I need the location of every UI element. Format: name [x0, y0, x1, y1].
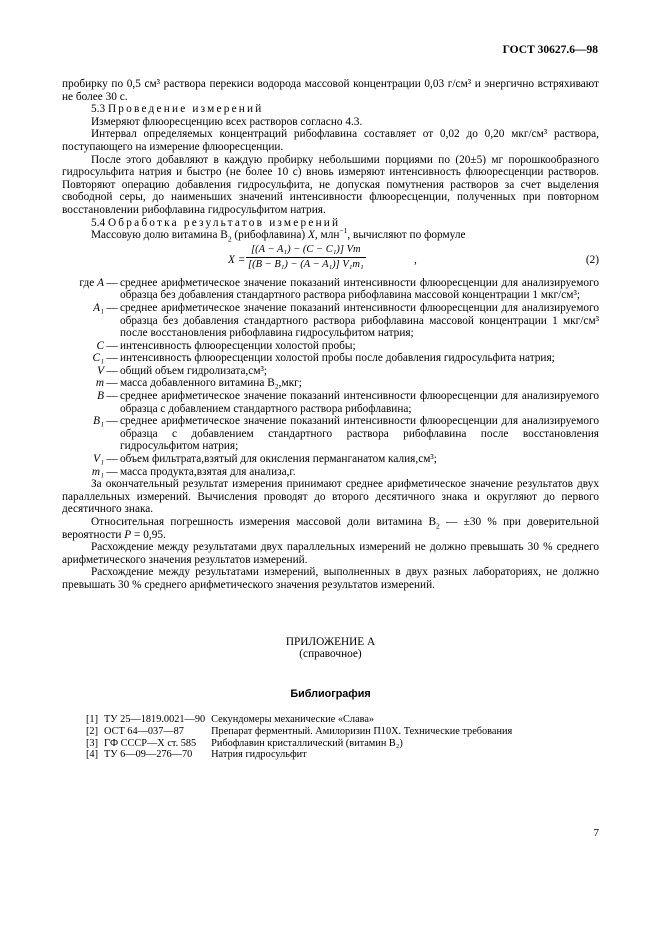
paragraph: Интервал определяемых концентраций рибофлавина составляет от 0,02 до 0,20 мкг/см³ раствора, поступающего на измерение флюоресценции. — [62, 128, 599, 153]
running-header: ГОСТ 30627.6—98 — [502, 44, 598, 56]
paragraph: Измеряют флюоресценцию всех растворов согласно 4.3. — [91, 115, 363, 128]
definition-row: m₁ — масса продукта,взятая для анализа,г. — [91, 465, 296, 478]
bibliography-item: [2] ОСТ 64—037—87 Препарат ферментный. Амилоризин П10Х. Технические требования — [86, 725, 513, 737]
definition-row: m — масса добавленного витамина B₂,мкг; — [95, 377, 302, 390]
definition-row: V — общий объем гидролизата,см³; — [97, 364, 267, 377]
definition-row: A₁ — среднее арифметическое значение показаний интенсивности флюоресценции для анализируемого образца без добавления стандартного раствора рибофлавина массовой концентрации 1 мкг/см³ после восстановления рибофлавина гидросульфитом натрия; — [93, 301, 599, 340]
formula-numerator: [(A − A₁) − (C − C₁)] Vm — [246, 244, 366, 259]
definition-row: B — среднее арифметическое значение показаний интенсивности флюоресценции для анализируемого образца с добавлением стандартного раствора рибофлавина; — [97, 390, 599, 415]
paragraph: Расхождение между результатами двух параллельных измерений не должно превышать 30 % среднего арифметического значения результатов измерений. — [62, 541, 599, 566]
bibliography-item: [1] ТУ 25—1819.0021—90 Секундомеры механические «Слава» — [86, 714, 375, 726]
definition-row: C₁ — интенсивность флюоресценции холостой пробы после добавления гидросульфита натрия; — [92, 352, 555, 365]
formula-2 — [62, 244, 599, 274]
section-heading-5-4: 5.4 Обработка результатов измерений — [91, 216, 341, 229]
bibliography-title: Библиография — [290, 687, 371, 700]
variable-definitions — [62, 277, 599, 479]
appendix-title: ПРИЛОЖЕНИЕ А — [285, 635, 376, 648]
formula-comma: , — [414, 253, 417, 266]
bibliography-item: [3] ГФ СССР—Х ст. 585 Рибофлавин кристаллический (витамин B₂) — [86, 737, 403, 749]
bibliography-item: [4] ТУ 6—09—276—70 Натрия гидросульфит — [86, 749, 307, 761]
paragraph: Расхождение между результатами измерений, выполненных в двух разных лабораториях, не должно превышать 30 % среднего арифметического значения результатов измерений. — [62, 566, 599, 591]
paragraph: После этого добавляют в каждую пробирку небольшими порциями по (20±5) мг порошкообразного гидросульфита натрия и быстро (не более 10 с) вновь измеряют интенсивность флюоресценции растворов. Повторяют операцию добавления гидросульфита, не допуская помутнения растворов за счет выделения свободной серы, до наименьших значений интенсивности флюоресценции, полученных при повторном восстановлении рибофлавина гидросульфитом натрия. — [62, 153, 599, 216]
paragraph: Относительная погрешность измерения массовой доли витамина $B_2$ — ±30 % при доверительной вероятности P = 0,95. — [62, 516, 599, 541]
definition-row: V₁ — объем фильтрата,взятый для окисления перманганатом калия,см³; — [93, 453, 437, 466]
page-number: 7 — [593, 827, 599, 839]
definition-row: C — интенсивность флюоресценции холостой пробы; — [96, 339, 356, 352]
formula-denominator: [(B − B₁) − (A − A₁)] V₁m₁ — [248, 259, 364, 271]
definition-row: где A — среднее арифметическое значение показаний интенсивности флюоресценции для анализируемого образца без добавления стандартного раствора рибофлавина массовой концентрации 1 мкг/см³; — [79, 276, 599, 302]
section-heading-5-3: 5.3 Проведение измерений — [91, 103, 264, 116]
definition-row: B₁ — среднее арифметическое значение показаний интенсивности флюоресценции для анализируемого образца с добавлением стандартного раствора рибофлавина после восстановления гидросульфитом натрия; — [93, 415, 599, 453]
paragraph: За окончательный результат измерения принимают среднее арифметическое значение результатов двух параллельных измерений. Вычисления проводят до второго десятичного знака и округляют до первого десятичного знака. — [62, 478, 599, 516]
formula-fraction — [246, 244, 366, 272]
bibliography-list — [86, 714, 518, 760]
formula-number: (2) — [585, 253, 599, 266]
paragraph: Массовую долю витамина $B_2$ (рибофлавина) X, млн$^{-1}$, вычисляют по формуле — [91, 226, 466, 244]
formula-lhs: X = — [228, 253, 246, 266]
appendix-subtitle: (справочное) — [299, 648, 362, 661]
document-body — [62, 78, 599, 761]
paragraph: пробирку по 0,5 см³ раствора перекиси водорода массовой концентрации 0,03 г/см³ и энергично встряхивают не более 30 с. — [62, 78, 599, 103]
